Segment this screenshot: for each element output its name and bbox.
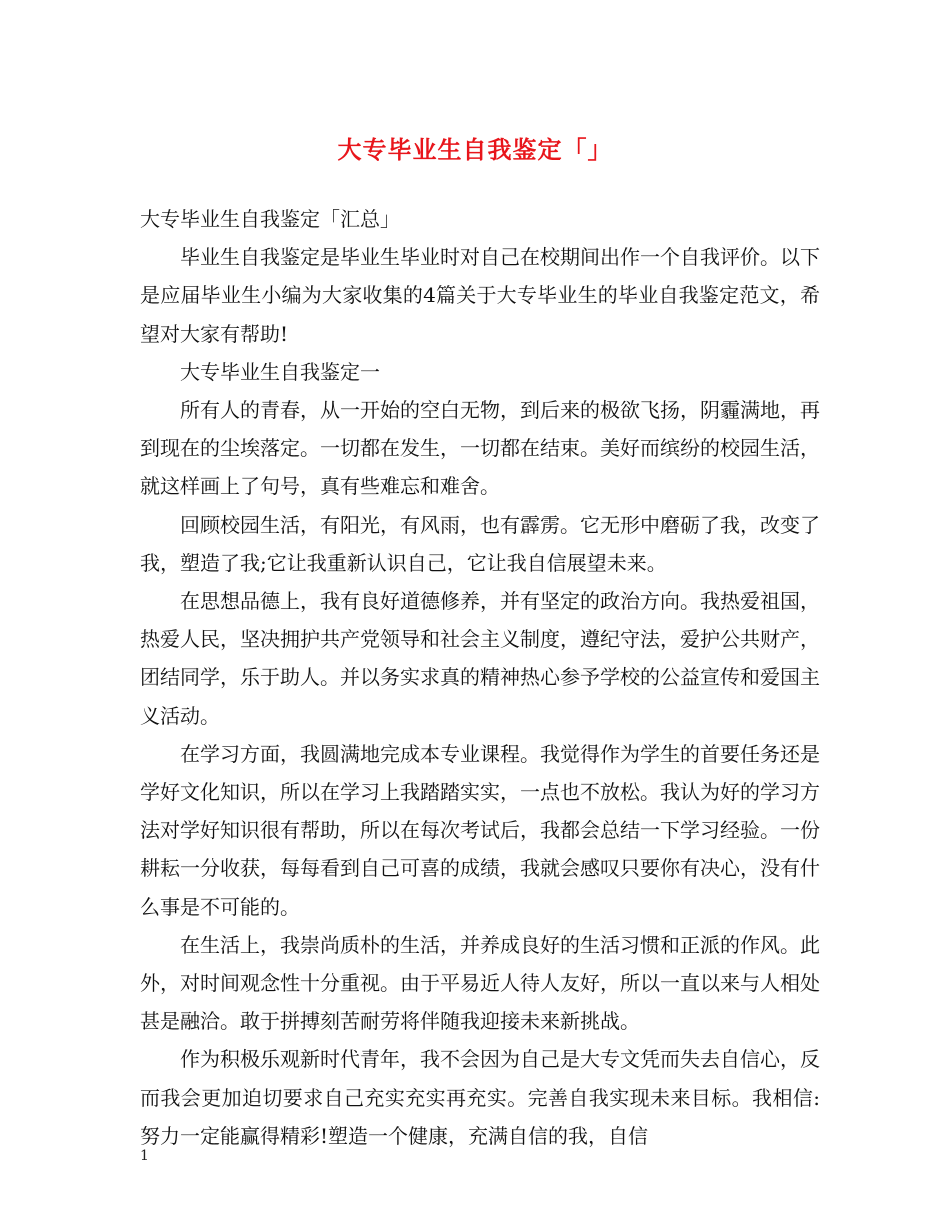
body-paragraph: 所有人的青春，从一开始的空白无物，到后来的极欲飞扬，阴霾满地，再到现在的尘埃落定。一切都在发生，一切都在结束。美好而缤纷的校园生活，就这样画上了句号，真有些难忘和难舍。 bbox=[140, 398, 820, 499]
page-number: 1 bbox=[140, 1148, 149, 1164]
body-paragraph: 作为积极乐观新时代青年，我不会因为自己是大专文凭而失去自信心，反而我会更加迫切要求自己充实充实再充实。完善自我实现未来目标。我相信:努力一定能赢得精彩!塑造一个健康，充满自信的我，自信 bbox=[140, 1047, 820, 1148]
section-heading: 大专毕业生自我鉴定一 bbox=[180, 359, 380, 384]
intro-paragraph: 毕业生自我鉴定是毕业生毕业时对自己在校期间出作一个自我评价。以下是应届毕业生小编为大家收集的4篇关于大专毕业生的毕业自我鉴定范文，希望对大家有帮助! bbox=[140, 245, 820, 346]
body-paragraph: 在生活上，我崇尚质朴的生活，并养成良好的生活习惯和正派的作风。此外，对时间观念性十分重视。由于平易近人待人友好，所以一直以来与人相处甚是融洽。敢于拼搏刻苦耐劳将伴随我迎接未来新挑战。 bbox=[140, 932, 820, 1034]
body-paragraph: 回顾校园生活，有阳光，有风雨，也有霹雳。它无形中磨砺了我，改变了我，塑造了我;它让我重新认识自己，它让我自信展望未来。 bbox=[140, 512, 820, 575]
document-title: 大专毕业生自我鉴定「」 bbox=[337, 135, 613, 164]
document-body bbox=[140, 200, 820, 1155]
body-paragraph: 在学习方面，我圆满地完成本专业课程。我觉得作为学生的首要任务还是学好文化知识，所以在学习上我踏踏实实，一点也不放松。我认为好的学习方法对学好知识很有帮助，所以在每次考试后，我都会总结一下学习经验。一份耕耘一分收获，每每看到自己可喜的成绩，我就会感叹只要你有决心，没有什么事是不可能的。 bbox=[140, 741, 820, 919]
subtitle-paragraph: 大专毕业生自我鉴定「汇总」 bbox=[140, 207, 400, 231]
body-paragraph: 在思想品德上，我有良好道德修养，并有坚定的政治方向。我热爱祖国，热爱人民，坚决拥护共产党领导和社会主义制度，遵纪守法，爱护公共财产，团结同学，乐于助人。并以务实求真的精神热心参予学校的公益宣传和爱国主义活动。 bbox=[140, 589, 820, 728]
